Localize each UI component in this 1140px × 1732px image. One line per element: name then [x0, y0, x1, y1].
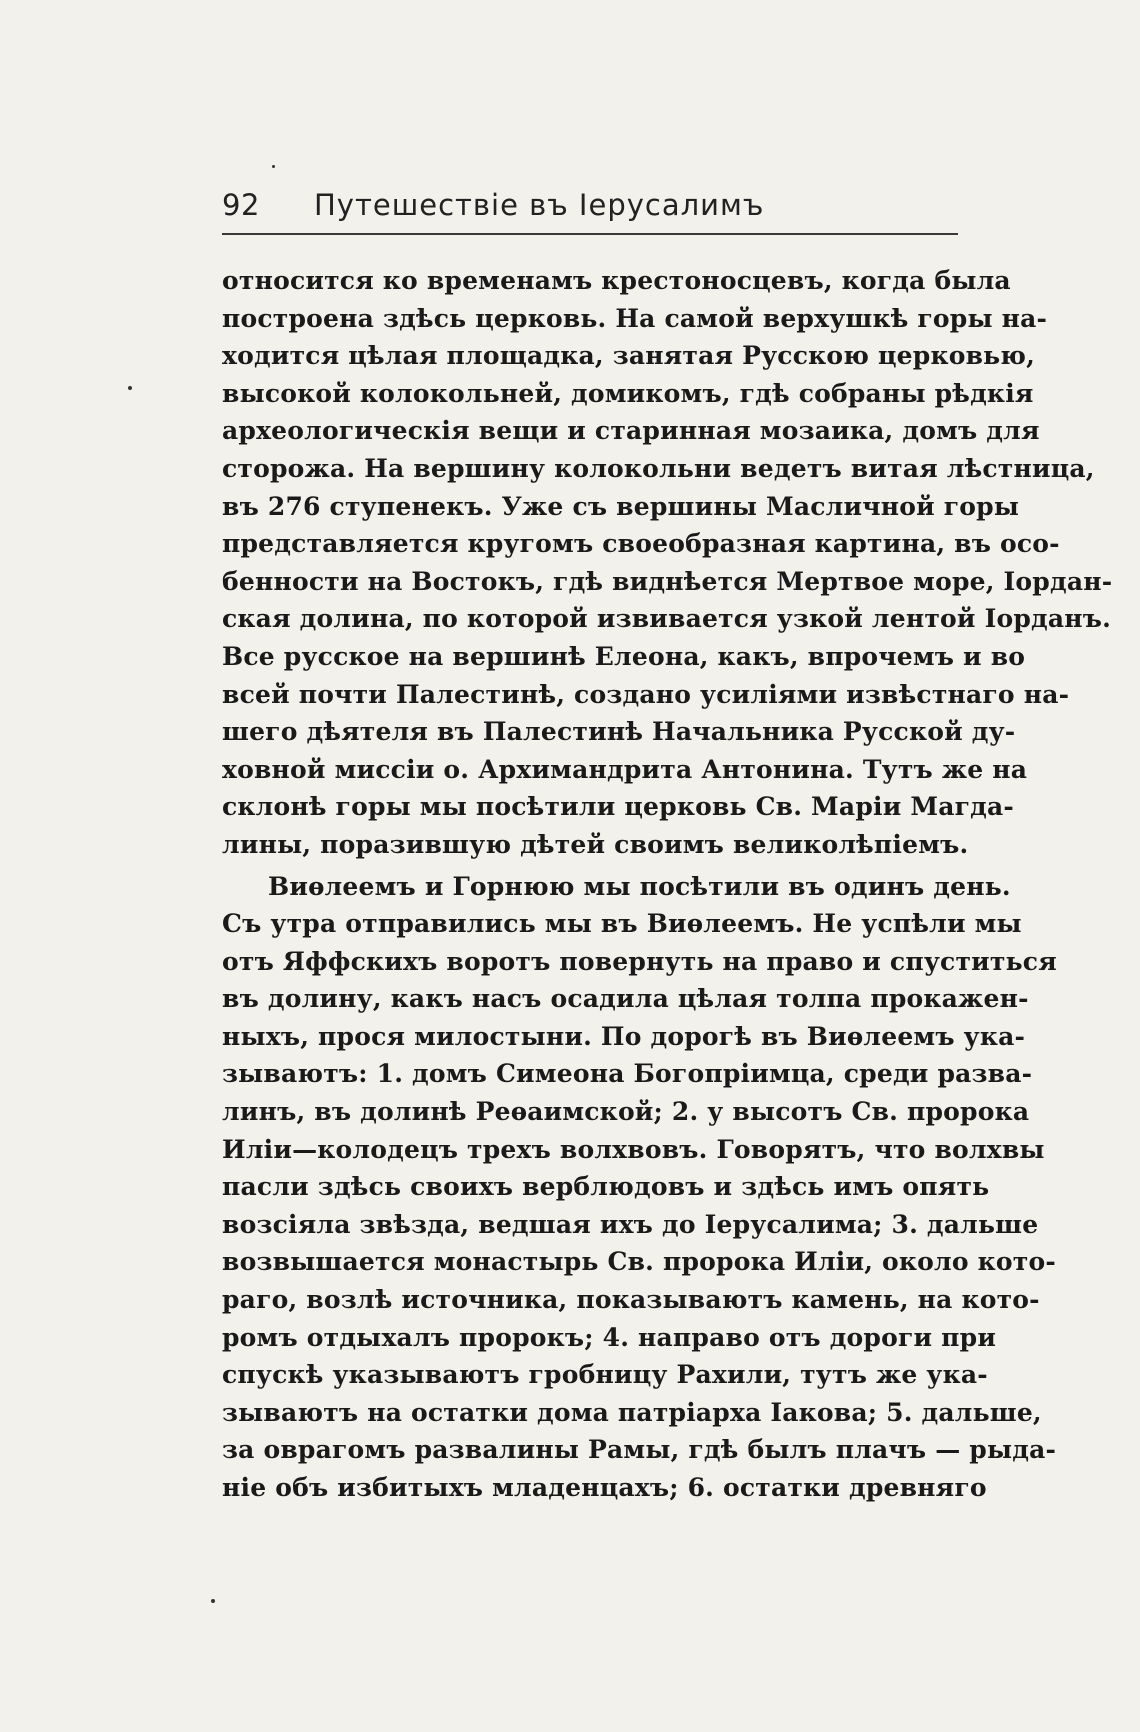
text-line: построена здѣсь церковь. На самой верхушкѣ горы на- — [222, 303, 1048, 333]
text-line: лины, поразившую дѣтей своимъ великолѣпіемъ. — [222, 829, 969, 859]
text-line: высокой колокольней, домикомъ, гдѣ собраны рѣдкія — [222, 378, 1034, 408]
text-line: сторожа. На вершину колокольни ведетъ витая лѣстница, — [222, 453, 1095, 483]
text-line: Иліи—колодецъ трехъ волхвовъ. Говорятъ, что волхвы — [222, 1134, 1045, 1164]
running-head — [222, 188, 958, 232]
text-line: ныхъ, прося милостыни. По дорогѣ въ Виѳлеемъ ука- — [222, 1021, 1026, 1051]
body-text — [222, 262, 1113, 1507]
header-rule — [222, 233, 958, 235]
text-line: шего дѣятеля въ Палестинѣ Начальника Русской ду- — [222, 717, 1016, 747]
text-line: ніе объ избитыхъ младенцахъ; 6. остатки древняго — [222, 1473, 987, 1502]
text-line: всей почти Палестинѣ, создано усиліями извѣстнаго на- — [222, 679, 1070, 709]
running-title: Путешествіе въ Іерусалимъ — [314, 188, 765, 222]
text-line: въ 276 ступенекъ. Уже съ вершины Масличной горы — [222, 491, 1020, 521]
text-line: бенности на Востокъ, гдѣ виднѣется Мертвое море, Іордан- — [222, 566, 1113, 596]
text-line: возсіяла звѣзда, ведшая ихъ до Іерусалима; 3. дальше — [222, 1209, 1039, 1239]
paragraph-1 — [222, 262, 1113, 864]
text-line: Все русское на вершинѣ Елеона, какъ, впрочемъ и во — [222, 641, 1026, 671]
text-line: раго, возлѣ источника, показываютъ камень, на кото- — [222, 1285, 1040, 1315]
text-line: ходится цѣлая площадка, занятая Русскою церковью, — [222, 341, 1036, 371]
text-line: возвышается монастырь Св. пророка Иліи, около кото- — [222, 1247, 1056, 1277]
text-line: зываютъ: 1. домъ Симеона Богопріимца, среди разва- — [222, 1059, 1033, 1089]
text-line: спускѣ указываютъ гробницу Рахили, тутъ же ука- — [222, 1360, 988, 1390]
text-line: представляется кругомъ своеобразная картина, въ осо- — [222, 529, 1060, 559]
paragraph-2 — [222, 868, 1057, 1507]
text-line: относится ко временамъ крестоносцевъ, когда была — [222, 266, 1011, 295]
text-line: зываютъ на остатки дома патріарха Іакова; 5. дальше, — [222, 1397, 1042, 1427]
text-line: Съ утра отправились мы въ Виѳлеемъ. Не успѣли мы — [222, 909, 1022, 939]
text-line: Виѳлеемъ и Горнюю мы посѣтили въ одинъ день. — [268, 871, 1011, 901]
text-line: отъ Яффскихъ воротъ повернуть на право и спуститься — [222, 946, 1057, 976]
text-line: ромъ отдыхалъ пророкъ; 4. направо отъ дороги при — [222, 1322, 997, 1352]
page-number: 92 — [222, 188, 260, 222]
text-line: ховной миссіи о. Архимандрита Антонина. Тутъ же на — [222, 754, 1028, 784]
text-line: пасли здѣсь своихъ верблюдовъ и здѣсь имъ опять — [222, 1172, 990, 1202]
scan-speck — [128, 386, 132, 390]
text-line: въ долину, какъ насъ осадила цѣлая толпа прокажен- — [222, 984, 1029, 1014]
scan-speck — [272, 165, 275, 168]
text-line: за оврагомъ развалины Рамы, гдѣ былъ плачъ — рыда- — [222, 1435, 1057, 1465]
text-line: линъ, въ долинѣ Реѳаимской; 2. у высотъ Св. пророка — [222, 1097, 1030, 1127]
text-line: склонѣ горы мы посѣтили церковь Св. Маріи Магда- — [222, 792, 1014, 822]
text-line: археологическія вещи и старинная мозаика, домъ для — [222, 416, 1040, 446]
text-line: ская долина, по которой извивается узкой лентой Іорданъ. — [222, 604, 1112, 634]
scan-speck — [211, 1599, 215, 1603]
